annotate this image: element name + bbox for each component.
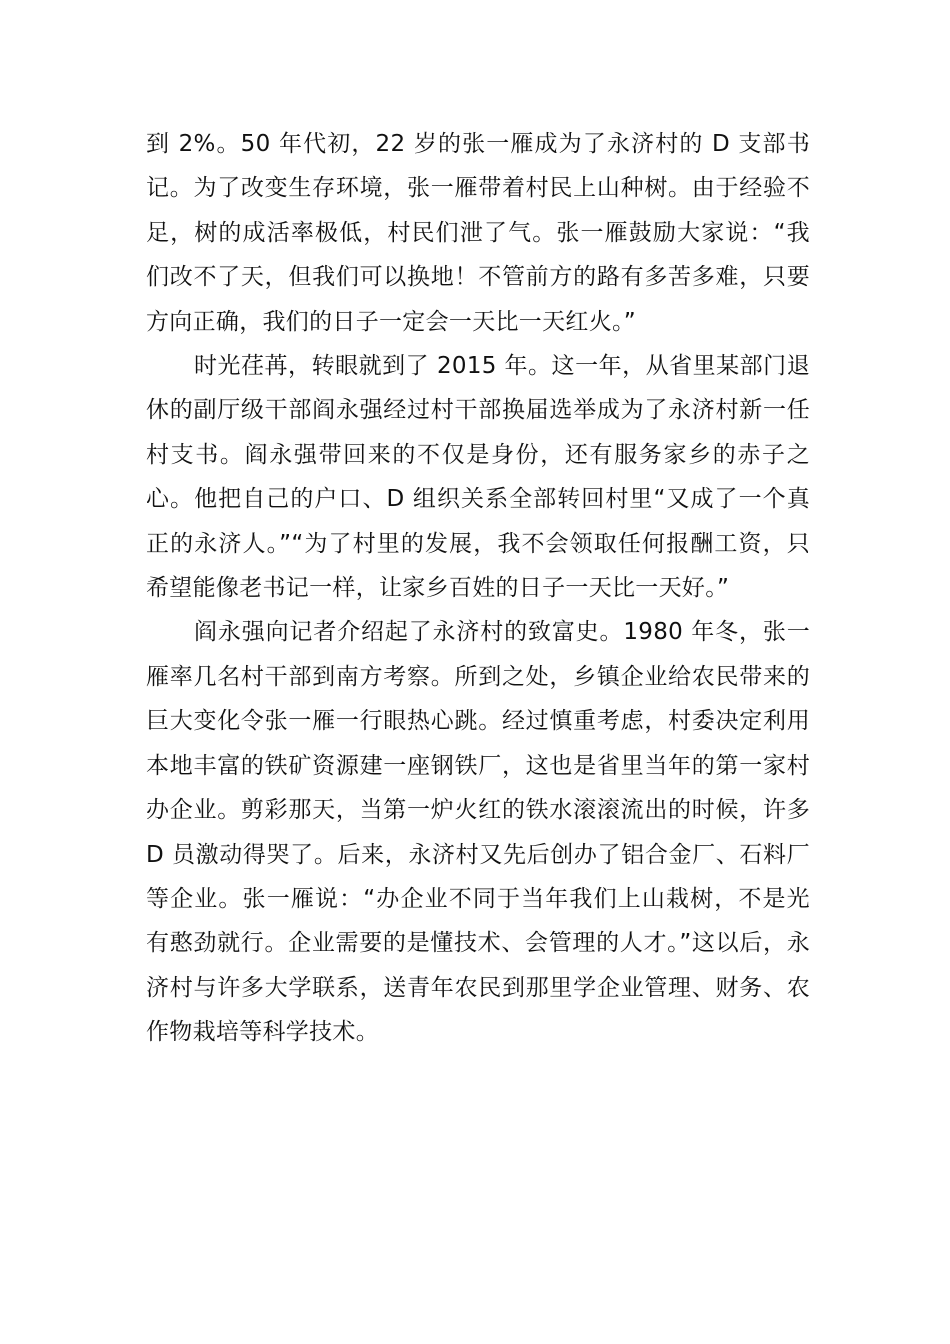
document-body <box>146 122 810 1055</box>
paragraph-1: 到 2%。50 年代初，22 岁的张一雁成为了永济村的 D 支部书记。为了改变生存环境，张一雁带着村民上山种树。由于经验不足，树的成活率极低，村民们泄了气。张一雁鼓励大家说：“我们改不了天，但我们可以换地！不管前方的路有多苦多难，只要方向正确，我们的日子一定会一天比一天红火。” <box>146 131 810 335</box>
paragraph-3: 阎永强向记者介绍起了永济村的致富史。1980 年冬，张一雁率几名村干部到南方考察。所到之处，乡镇企业给农民带来的巨大变化令张一雁一行眼热心跳。经过慎重考虑，村委决定利用本地丰富的铁矿资源建一座钢铁厂，这也是省里当年的第一家村办企业。剪彩那天，当第一炉火红的铁水滚滚流出的时候，许多 D 员激动得哭了。后来，永济村又先后创办了铝合金厂、石料厂等企业。张一雁说：“办企业不同于当年我们上山栽树，不是光有憨劲就行。企业需要的是懂技术、会管理的人才。”这以后，永济村与许多大学联系，送青年农民到那里学企业管理、财务、农作物栽培等科学技术。 <box>146 619 810 1046</box>
paragraph-2: 时光荏苒，转眼就到了 2015 年。这一年，从省里某部门退休的副厅级干部阎永强经过村干部换届选举成为了永济村新一任村支书。阎永强带回来的不仅是身份，还有服务家乡的赤子之心。他把自己的户口、D 组织关系全部转回村里“又成了一个真正的永济人。”“为了村里的发展，我不会领取任何报酬工资，只希望能像老书记一样，让家乡百姓的日子一天比一天好。” <box>146 353 810 602</box>
